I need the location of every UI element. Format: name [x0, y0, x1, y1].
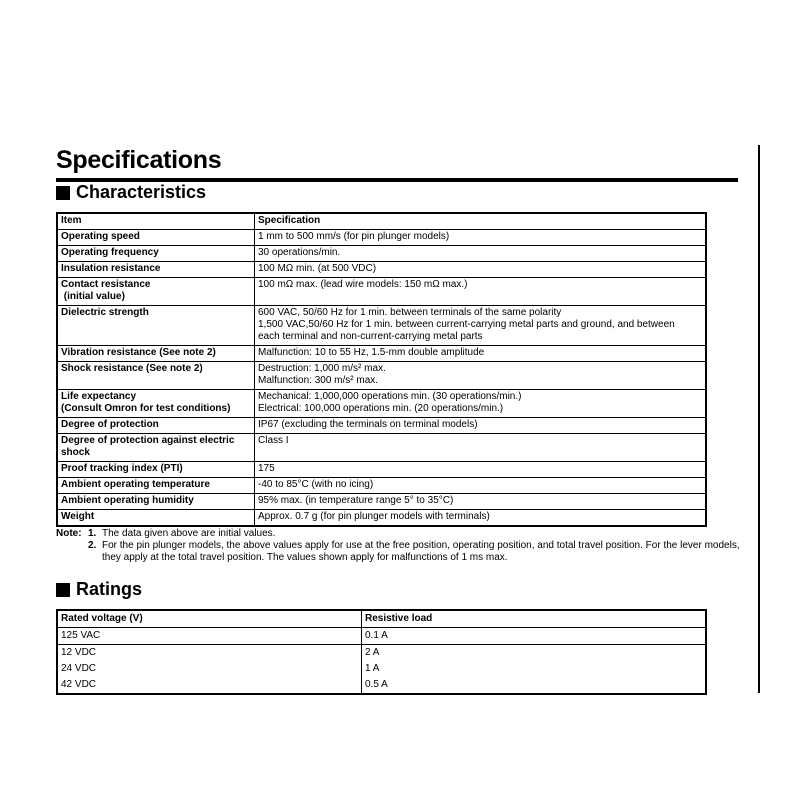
item-line: Ambient operating temperature: [61, 479, 210, 490]
item-line: Contact resistance: [61, 279, 151, 290]
table-row: [57, 510, 706, 527]
item-line: Weight: [61, 511, 95, 522]
note-text: For the pin plunger models, the above values apply for use at the free position, operating position, and total travel position. For the lever models, they apply at the total travel position. The values shown apply for malfunctions of 1 ms max.: [102, 540, 740, 563]
resistive-load: 2 A: [362, 645, 707, 662]
ratings-heading-text: Ratings: [76, 579, 143, 599]
table-row: [57, 462, 706, 478]
item-line: Dielectric strength: [61, 307, 149, 318]
item-cell: [57, 262, 255, 278]
resistive-load: 0.1 A: [362, 628, 707, 645]
header-rated-voltage: Rated voltage (V): [57, 610, 362, 628]
characteristics-table: [56, 212, 707, 527]
item-cell: [57, 246, 255, 262]
item-cell: [57, 494, 255, 510]
specification-cell: [255, 494, 707, 510]
specification-line: Approx. 0.7 g (for pin plunger models with terminals): [258, 511, 490, 522]
table-row: [57, 278, 706, 306]
specification-line: 30 operations/min.: [258, 247, 341, 258]
specification-cell: [255, 510, 707, 527]
specification-cell: [255, 230, 707, 246]
table-row: [57, 346, 706, 362]
item-line: Insulation resistance: [61, 263, 161, 274]
rated-voltage: 125 VAC: [57, 628, 362, 645]
item-line: Life expectancy: [61, 391, 137, 402]
item-cell: [57, 478, 255, 494]
table-header-row: [57, 610, 706, 628]
ratings-table: [56, 609, 707, 695]
table-row: [57, 418, 706, 434]
note-1: [56, 528, 746, 540]
page-margin-line: [758, 145, 760, 693]
square-bullet-icon: [56, 186, 70, 200]
rated-voltage: 24 VDC: [61, 663, 97, 674]
item-cell: [57, 306, 255, 346]
item-cell: [57, 390, 255, 418]
table-row: [57, 246, 706, 262]
resistive-load: 1 A: [362, 661, 707, 677]
specification-cell: [255, 262, 707, 278]
item-line: Degree of protection: [61, 419, 159, 430]
characteristics-heading: [56, 182, 206, 203]
item-line: Proof tracking index (PTI): [61, 463, 183, 474]
note-number: 2.: [88, 540, 97, 551]
specification-cell: [255, 346, 707, 362]
header-resistive-load: Resistive load: [362, 610, 707, 628]
header-item: Item: [57, 213, 255, 230]
rated-voltage: 42 VDC: [61, 679, 97, 690]
specification-line: 95% max. (in temperature range 5° to 35°C): [258, 495, 454, 506]
specification-line: Malfunction: 10 to 55 Hz, 1.5-mm double amplitude: [258, 347, 485, 358]
table-row: [57, 478, 706, 494]
specification-line: Mechanical: 1,000,000 operations min. (30 operations/min.): [258, 391, 522, 402]
table-header-row: [57, 213, 706, 230]
specification-line: Destruction: 1,000 m/s² max.: [258, 363, 386, 374]
item-line: Degree of protection against electric: [61, 435, 235, 446]
note-number: 1.: [88, 528, 97, 539]
table-row: [57, 661, 706, 677]
page-title: Specifications: [56, 146, 222, 174]
specification-line: 1 mm to 500 mm/s (for pin plunger models): [258, 231, 450, 242]
item-cell: [57, 346, 255, 362]
item-cell: [57, 418, 255, 434]
table-row: [57, 645, 706, 662]
table-row: [57, 362, 706, 390]
table-row: [57, 306, 706, 346]
note-text: The data given above are initial values.: [102, 528, 276, 539]
note-label: Note:: [56, 528, 82, 539]
specification-cell: [255, 462, 707, 478]
characteristics-heading-text: Characteristics: [76, 182, 207, 202]
item-line: (initial value): [61, 291, 125, 302]
note-2: [56, 540, 746, 564]
table-row: [57, 494, 706, 510]
table-row: [57, 434, 706, 462]
table-row: [57, 677, 706, 694]
item-line: Operating speed: [61, 231, 140, 242]
rated-voltage: 12 VDC: [61, 647, 97, 658]
item-line: (Consult Omron for test conditions): [61, 403, 231, 414]
specification-line: Malfunction: 300 m/s² max.: [258, 375, 379, 386]
header-specification: Specification: [255, 213, 707, 230]
specification-cell: [255, 362, 707, 390]
item-line: Shock resistance (See note 2): [61, 363, 203, 374]
specification-line: each terminal and non-current-carrying metal parts: [258, 331, 483, 342]
item-line: Vibration resistance (See note 2): [61, 347, 216, 358]
item-line: Operating frequency: [61, 247, 159, 258]
item-cell: [57, 230, 255, 246]
specification-cell: [255, 478, 707, 494]
item-cell: [57, 434, 255, 462]
specification-line: 1,500 VAC,50/60 Hz for 1 min. between current-carrying metal parts and ground, and between: [258, 319, 675, 330]
item-cell: [57, 362, 255, 390]
table-row: [57, 390, 706, 418]
table-row: [57, 628, 706, 645]
table-row: [57, 262, 706, 278]
item-cell: [57, 510, 255, 527]
specification-line: 100 mΩ max. (lead wire models: 150 mΩ max.): [258, 279, 468, 290]
specification-line: Class I: [258, 435, 289, 446]
notes: [56, 528, 746, 564]
specification-cell: [255, 306, 707, 346]
specification-line: IP67 (excluding the terminals on terminal models): [258, 419, 478, 430]
specification-cell: [255, 418, 707, 434]
specification-cell: [255, 434, 707, 462]
resistive-load: 0.5 A: [362, 677, 707, 694]
ratings-heading: [56, 579, 142, 600]
specification-line: -40 to 85°C (with no icing): [258, 479, 374, 490]
specification-line: 100 MΩ min. (at 500 VDC): [258, 263, 377, 274]
specification-line: 175: [258, 463, 275, 474]
specification-line: Electrical: 100,000 operations min. (20 operations/min.): [258, 403, 504, 414]
table-row: [57, 230, 706, 246]
item-cell: [57, 462, 255, 478]
item-cell: [57, 278, 255, 306]
specification-cell: [255, 278, 707, 306]
item-line: shock: [61, 447, 90, 458]
specification-cell: [255, 246, 707, 262]
specification-cell: [255, 390, 707, 418]
square-bullet-icon: [56, 583, 70, 597]
item-line: Ambient operating humidity: [61, 495, 194, 506]
specification-line: [258, 447, 702, 459]
specification-line: [258, 291, 702, 303]
specification-line: 600 VAC, 50/60 Hz for 1 min. between terminals of the same polarity: [258, 307, 562, 318]
